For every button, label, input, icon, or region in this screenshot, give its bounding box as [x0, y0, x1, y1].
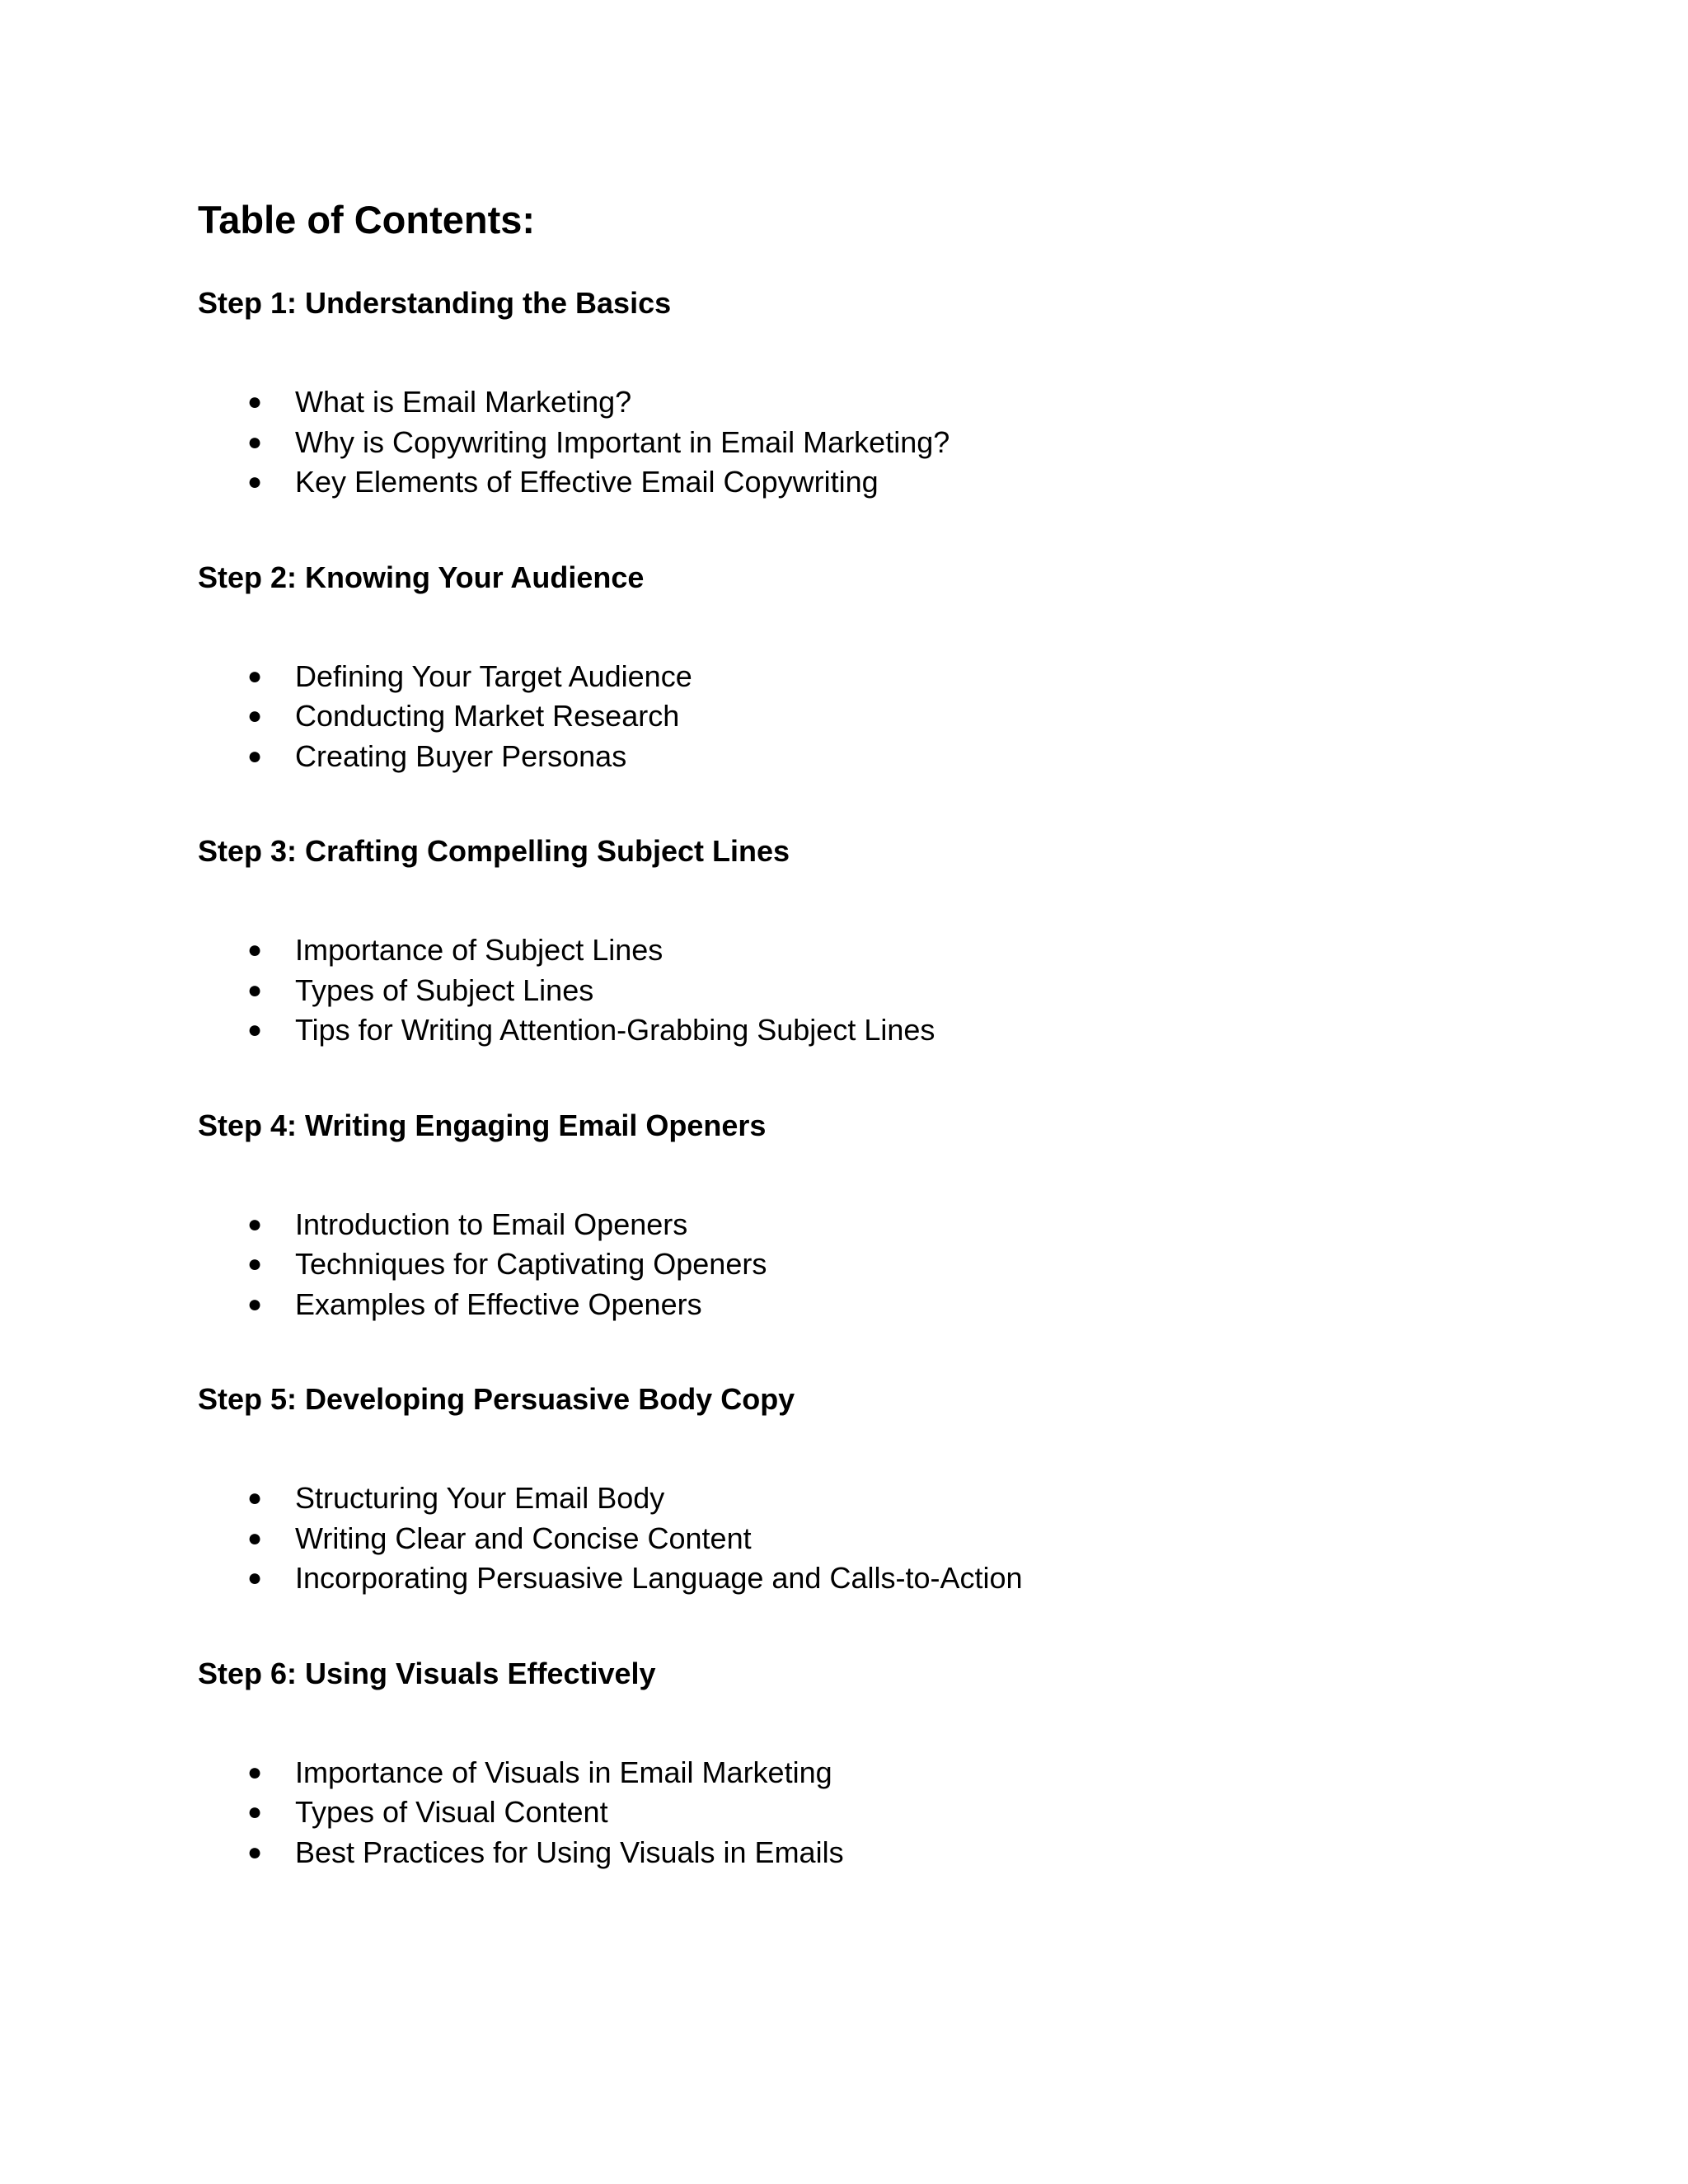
list-item [198, 382, 1490, 423]
list-item-text: Why is Copywriting Important in Email Marketing? [295, 424, 950, 459]
bullet-list [198, 1205, 1490, 1325]
bullet-icon: ● [247, 742, 263, 770]
bullet-icon: ● [247, 1838, 263, 1866]
list-item-text: Incorporating Persuasive Language and Calls-to-Action [295, 1561, 1023, 1595]
list-item-text: Key Elements of Effective Email Copywriting [295, 465, 879, 499]
toc-step-6 [198, 1652, 1490, 1873]
list-item-text: Introduction to Email Openers [295, 1207, 688, 1241]
list-item-text: Types of Visual Content [295, 1795, 608, 1829]
list-item [198, 1793, 1490, 1833]
step-heading: Step 6: Using Visuals Effectively [198, 1656, 656, 1690]
bullet-icon: ● [247, 1564, 263, 1591]
toc-step-5 [198, 1378, 1490, 1599]
list-item-text: Creating Buyer Personas [295, 738, 627, 773]
list-item [198, 423, 1490, 463]
list-item-text: Importance of Subject Lines [295, 933, 663, 967]
list-item [198, 1010, 1490, 1051]
list-item [198, 696, 1490, 737]
list-item-text: Examples of Effective Openers [295, 1286, 702, 1321]
bullet-list [198, 657, 1490, 777]
bullet-list [198, 382, 1490, 503]
step-heading: Step 3: Crafting Compelling Subject Lines [198, 834, 790, 868]
bullet-icon: ● [247, 1210, 263, 1238]
bullet-icon: ● [247, 388, 263, 415]
list-item-text: Conducting Market Research [295, 699, 680, 733]
bullet-icon: ● [247, 976, 263, 1004]
bullet-icon: ● [247, 1016, 263, 1043]
bullet-icon: ● [247, 1484, 263, 1511]
document-content [198, 191, 1490, 1926]
bullet-list [198, 1479, 1490, 1599]
toc-step-1 [198, 282, 1490, 503]
step-heading: Step 1: Understanding the Basics [198, 286, 672, 320]
bullet-list [198, 1753, 1490, 1873]
list-item [198, 1833, 1490, 1873]
list-item [198, 1205, 1490, 1245]
page-title: Table of Contents: [198, 198, 536, 241]
list-item [198, 1558, 1490, 1599]
bullet-icon: ● [247, 1250, 263, 1277]
list-item-text: Writing Clear and Concise Content [295, 1521, 752, 1555]
step-heading: Step 2: Knowing Your Audience [198, 560, 645, 594]
list-item-text: Best Practices for Using Visuals in Emails [295, 1835, 844, 1869]
bullet-list [198, 930, 1490, 1051]
list-item-text: Types of Subject Lines [295, 972, 594, 1007]
list-item-text: Tips for Writing Attention-Grabbing Subject Lines [295, 1013, 935, 1047]
step-heading: Step 4: Writing Engaging Email Openers [198, 1108, 767, 1142]
list-item-text: Techniques for Captivating Openers [295, 1247, 767, 1281]
list-item [198, 930, 1490, 971]
toc-step-2 [198, 556, 1490, 777]
list-item-text: Structuring Your Email Body [295, 1481, 665, 1515]
list-item [198, 1519, 1490, 1559]
bullet-icon: ● [247, 1290, 263, 1318]
bullet-icon: ● [247, 1798, 263, 1825]
bullet-icon: ● [247, 662, 263, 690]
list-item [198, 657, 1490, 697]
list-item [198, 1285, 1490, 1325]
step-heading: Step 5: Developing Persuasive Body Copy [198, 1382, 795, 1416]
list-item [198, 1479, 1490, 1519]
list-item [198, 1753, 1490, 1793]
bullet-icon: ● [247, 428, 263, 456]
toc-step-3 [198, 830, 1490, 1051]
list-item-text: What is Email Marketing? [295, 385, 632, 419]
bullet-icon: ● [247, 936, 263, 963]
toc-step-4 [198, 1104, 1490, 1325]
list-item [198, 1244, 1490, 1285]
list-item [198, 971, 1490, 1011]
list-item-text: Defining Your Target Audience [295, 658, 692, 693]
list-item [198, 737, 1490, 777]
bullet-icon: ● [247, 1524, 263, 1552]
bullet-icon: ● [247, 468, 263, 495]
list-item [198, 462, 1490, 503]
list-item-text: Importance of Visuals in Email Marketing [295, 1755, 832, 1789]
bullet-icon: ● [247, 1758, 263, 1786]
bullet-icon: ● [247, 702, 263, 729]
